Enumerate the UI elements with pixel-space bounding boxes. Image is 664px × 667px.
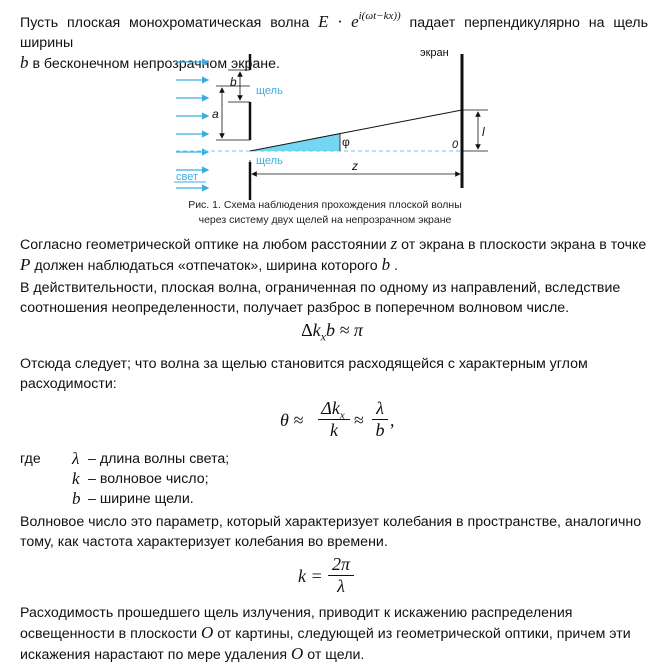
paragraph-uncertainty: [20, 278, 648, 318]
label-zero: 0: [452, 139, 459, 151]
label-l: l: [482, 125, 485, 139]
intro-text-1: Пусть плоская монохроматическая волна: [20, 15, 319, 31]
definition-symbol: λ: [72, 449, 80, 468]
label-phi: φ: [342, 135, 350, 149]
definition-text: – ширине щели.: [88, 491, 194, 507]
para3-line-1: Отсюда следует; что волна за щелью становится расходящейся с характерным углом: [20, 356, 588, 372]
label-a: a: [212, 107, 219, 121]
para5-line-3a: искажения нарастают по мере удаления: [20, 647, 292, 663]
symbol-z: z: [390, 234, 398, 253]
definition-row: [20, 469, 420, 489]
formula1-sub: x: [320, 329, 326, 344]
para1-text-4: .: [390, 258, 398, 274]
light-arrows: [176, 62, 208, 188]
paragraph-distortion: [20, 603, 648, 665]
paragraph-geometric-optics: [20, 234, 648, 276]
para4-line-1: Волновое число это параметр, который характеризует колебания в пространстве, аналогично: [20, 514, 642, 530]
wave-formula-exponent: i(ωt−kx)): [358, 10, 401, 22]
formula2-num1-sub: x: [339, 409, 345, 422]
label-b: b: [230, 75, 237, 89]
caption-line-1: Рис. 1. Схема наблюдения прохождения плоской волны: [188, 199, 462, 211]
formula2-den2: b: [375, 420, 385, 440]
intro-b-symbol: b: [20, 53, 29, 72]
intro-text-2: падает перпендикулярно на щель ширины: [20, 15, 648, 51]
formula-uncertainty: [0, 320, 664, 345]
definition-text: – длина волны света;: [88, 451, 230, 467]
slit-diagram: [0, 40, 664, 200]
formula2-comma: ,: [390, 410, 395, 430]
symbol-O: O: [200, 623, 214, 642]
formula2-num1-text: Δk: [321, 398, 340, 418]
definition-row: [20, 489, 420, 509]
formula1-delta: Δ: [301, 320, 313, 340]
para5-line-3b: от щели.: [303, 647, 365, 663]
definitions-list: [20, 449, 420, 509]
symbol-P: P: [20, 255, 31, 274]
intro-text-3: в бесконечном непрозрачном экране.: [28, 56, 280, 72]
formula2-approx: ≈: [354, 410, 364, 430]
label-slit-bottom: щель: [256, 155, 283, 167]
para1-text-2: от экрана в плоскости экрана в точке: [397, 237, 647, 253]
caption-line-2: через систему двух щелей на непрозрачном экране: [198, 214, 452, 226]
para5-line-1: Расходимость прошедшего щель излучения, приводит к искажению распределения: [20, 605, 573, 621]
formula1-k: k: [312, 320, 321, 340]
formula-wavenumber: [298, 554, 378, 598]
definition-text: – волновое число;: [88, 471, 209, 487]
formula2-num2: λ: [376, 398, 384, 418]
para5-line-2: [20, 623, 648, 644]
wave-formula-base: E · e: [318, 12, 359, 31]
label-light: свет: [176, 171, 199, 183]
label-slit-top: щель: [256, 85, 283, 97]
formula3-den: λ: [337, 576, 345, 596]
para5-line-2b: от картины, следующей из геометрической оптики, причем эти: [213, 626, 631, 642]
ray-line: [250, 110, 462, 151]
para4-line-2: тому, как частота характеризует колебания во времени.: [20, 534, 388, 550]
a-dimension: [216, 86, 250, 140]
label-z: z: [352, 159, 358, 173]
para1-text-1: Согласно геометрической оптике на любом расстоянии: [20, 237, 391, 253]
formula-angle: [280, 398, 420, 442]
symbol-O: O: [291, 644, 304, 663]
figure-caption: [150, 198, 500, 228]
para1-text-3: должен наблюдаться «отпечаток», ширина которого: [30, 258, 382, 274]
formula1-rest: b ≈ π: [326, 320, 363, 340]
formula3-lhs: k =: [298, 566, 323, 586]
para2-line-1: В действительности, плоская волна, ограниченная по одному из направлений, вследствие: [20, 280, 621, 296]
where-label: где: [20, 451, 41, 467]
formula3-num: 2π: [331, 554, 351, 574]
paragraph-divergence: [20, 354, 648, 394]
symbol-b: b: [381, 255, 391, 274]
formula2-den1: k: [330, 420, 338, 440]
paragraph-wavenumber: [20, 512, 648, 552]
definition-row: [20, 449, 420, 469]
para5-line-2a: освещенности в плоскости: [20, 626, 201, 642]
definition-symbol: b: [72, 489, 81, 508]
label-screen: экран: [420, 47, 449, 59]
para3-line-2: расходимости:: [20, 376, 117, 392]
para5-line-3: [20, 644, 648, 665]
definition-symbol: k: [72, 469, 80, 488]
formula2-theta: θ ≈: [280, 410, 304, 430]
para2-line-2: соотношения неопределенности, получает разброс в поперечном волновом числе.: [20, 300, 570, 316]
